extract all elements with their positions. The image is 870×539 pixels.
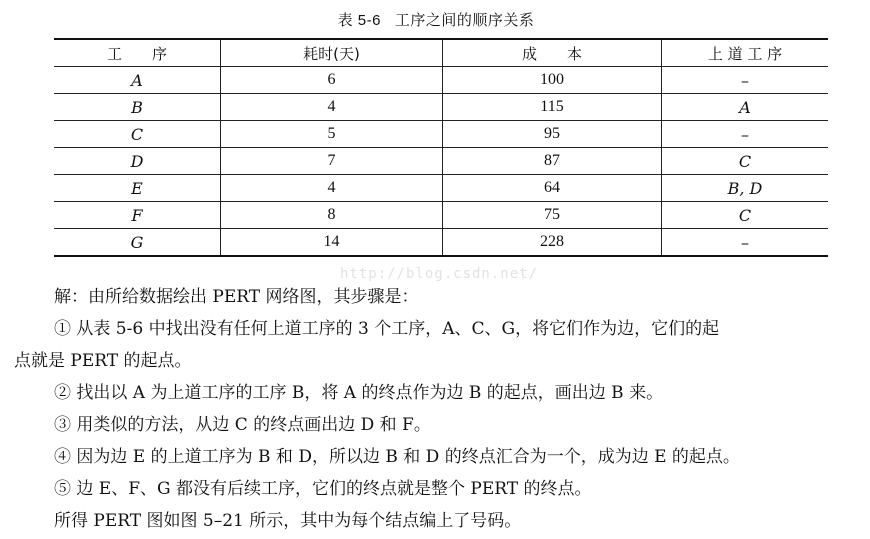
cell-predecessor: B, D xyxy=(662,175,829,202)
cell-predecessor: – xyxy=(662,121,829,148)
cell-predecessor: – xyxy=(662,229,829,257)
cell-cost: 95 xyxy=(443,121,662,148)
step-1-line-2: 点就是 PERT 的起点。 xyxy=(14,351,192,371)
solution-text xyxy=(0,281,870,537)
cell-task: F xyxy=(54,202,221,229)
watermark: http://blog.csdn.net/ xyxy=(340,266,539,282)
cell-cost: 100 xyxy=(443,67,662,94)
cell-task: D xyxy=(54,148,221,175)
header-task: 工 序 xyxy=(54,39,221,67)
cell-time: 14 xyxy=(221,229,443,257)
sequence-table xyxy=(54,38,828,257)
cell-task: B xyxy=(54,94,221,121)
table-number: 表 5-6 xyxy=(337,12,381,29)
cell-time: 6 xyxy=(221,67,443,94)
table-title: 工序之间的顺序关系 xyxy=(394,11,535,29)
step-4: ④ 因为边 E 的上道工序为 B 和 D，所以边 B 和 D 的终点汇合为一个，成为边 E 的起点。 xyxy=(54,447,740,467)
intro-paragraph: 解：由所给数据绘出 PERT 网络图，其步骤是： xyxy=(54,287,419,307)
header-predecessor: 上 道 工 序 xyxy=(662,39,829,67)
cell-cost: 75 xyxy=(443,202,662,229)
cell-predecessor: – xyxy=(662,67,829,94)
table-row xyxy=(54,67,828,94)
header-cost: 成 本 xyxy=(443,39,662,67)
cell-time: 8 xyxy=(221,202,443,229)
header-time: 耗时(天) xyxy=(221,39,443,67)
cell-predecessor: C xyxy=(662,148,829,175)
table-caption xyxy=(0,9,870,30)
cell-task: E xyxy=(54,175,221,202)
conclusion-paragraph: 所得 PERT 图如图 5–21 所示，其中为每个结点编上了号码。 xyxy=(54,511,522,531)
cell-time: 5 xyxy=(221,121,443,148)
step-3: ③ 用类似的方法，从边 C 的终点画出边 D 和 F。 xyxy=(54,415,431,435)
table-row xyxy=(54,229,828,257)
table-header-row xyxy=(54,39,828,67)
cell-cost: 64 xyxy=(443,175,662,202)
table-row xyxy=(54,202,828,229)
table-row xyxy=(54,148,828,175)
step-2: ② 找出以 A 为上道工序的工序 B，将 A 的终点作为边 B 的起点，画出边 B 来。 xyxy=(54,383,664,403)
table-row xyxy=(54,175,828,202)
step-1-line-1: ① 从表 5-6 中找出没有任何上道工序的 3 个工序，A、C、G，将它们作为边，它们的起 xyxy=(54,319,720,339)
table-row xyxy=(54,94,828,121)
cell-time: 4 xyxy=(221,94,443,121)
cell-task: C xyxy=(54,121,221,148)
cell-time: 7 xyxy=(221,148,443,175)
cell-cost: 228 xyxy=(443,229,662,257)
table-row xyxy=(54,121,828,148)
cell-predecessor: A xyxy=(662,94,829,121)
step-5: ⑤ 边 E、F、G 都没有后续工序，它们的终点就是整个 PERT 的终点。 xyxy=(54,479,592,499)
cell-task: G xyxy=(54,229,221,257)
cell-time: 4 xyxy=(221,175,443,202)
cell-cost: 87 xyxy=(443,148,662,175)
cell-predecessor: C xyxy=(662,202,829,229)
cell-cost: 115 xyxy=(443,94,662,121)
cell-task: A xyxy=(54,67,221,94)
